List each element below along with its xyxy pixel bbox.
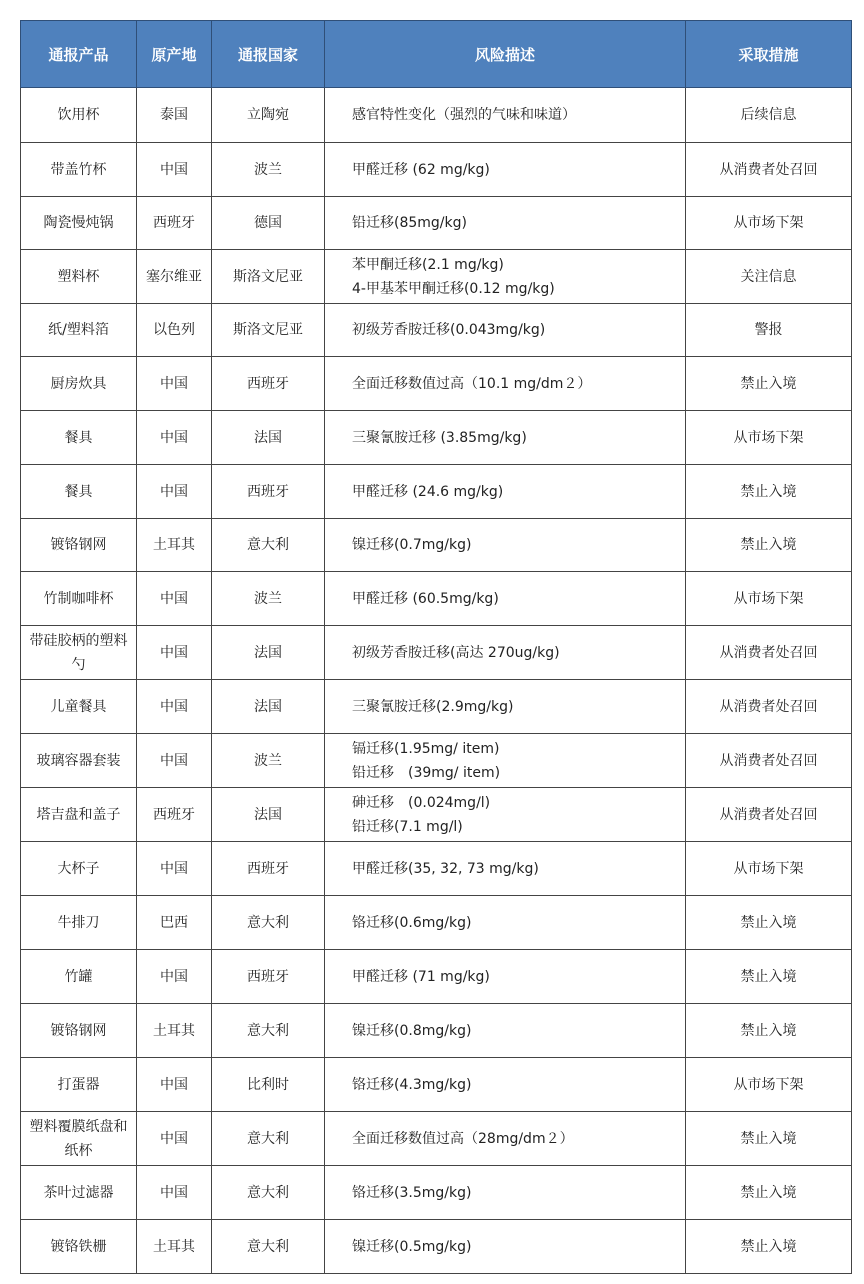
cell-origin: 土耳其 (137, 519, 212, 572)
cell-action: 禁止入境 (686, 1004, 852, 1058)
risk-line: 三聚氰胺迁移 (3.85mg/kg) (352, 429, 527, 446)
cell-origin: 中国 (137, 842, 212, 896)
header-origin: 原产地 (137, 21, 212, 88)
cell-product: 竹罐 (21, 950, 137, 1004)
cell-risk (325, 788, 686, 842)
cell-country: 意大利 (212, 1004, 325, 1058)
table-body (21, 88, 852, 1274)
cell-country: 比利时 (212, 1058, 325, 1112)
cell-action: 后续信息 (686, 88, 852, 143)
cell-risk (325, 734, 686, 788)
cell-origin: 中国 (137, 357, 212, 411)
cell-country: 意大利 (212, 1166, 325, 1220)
cell-origin: 以色列 (137, 304, 212, 357)
table-row (21, 842, 852, 896)
table-row (21, 304, 852, 357)
risk-line: 铬迁移(0.6mg/kg) (352, 914, 472, 931)
cell-risk (325, 88, 686, 143)
cell-origin: 中国 (137, 1166, 212, 1220)
table-row (21, 788, 852, 842)
cell-risk (325, 1004, 686, 1058)
table-row (21, 950, 852, 1004)
risk-line: 铅迁移(7.1 mg/l) (352, 818, 463, 835)
cell-country: 波兰 (212, 143, 325, 197)
risk-line: 甲醛迁移 (60.5mg/kg) (352, 590, 499, 607)
cell-risk (325, 1220, 686, 1274)
cell-action: 从消费者处召回 (686, 143, 852, 197)
table-row (21, 197, 852, 250)
cell-action: 禁止入境 (686, 519, 852, 572)
cell-risk (325, 357, 686, 411)
cell-product: 镀铬钢网 (21, 519, 137, 572)
cell-country: 波兰 (212, 572, 325, 626)
cell-product: 玻璃容器套装 (21, 734, 137, 788)
cell-product: 茶叶过滤器 (21, 1166, 137, 1220)
cell-product: 餐具 (21, 465, 137, 519)
table-row (21, 680, 852, 734)
cell-risk (325, 680, 686, 734)
risk-line: 铅迁移(85mg/kg) (352, 215, 467, 231)
cell-action: 从市场下架 (686, 197, 852, 250)
cell-origin: 中国 (137, 734, 212, 788)
cell-country: 意大利 (212, 1112, 325, 1166)
cell-risk (325, 465, 686, 519)
risk-line: 全面迁移数值过高（10.1 mg/dm２） (352, 375, 592, 392)
cell-risk (325, 1112, 686, 1166)
risk-line: 4-甲基苯甲酮迁移(0.12 mg/kg) (352, 280, 555, 297)
cell-country: 法国 (212, 788, 325, 842)
cell-action: 警报 (686, 304, 852, 357)
cell-origin: 中国 (137, 1058, 212, 1112)
cell-origin: 土耳其 (137, 1004, 212, 1058)
cell-product: 纸/塑料箔 (21, 304, 137, 357)
cell-product: 塑料覆膜纸盘和纸杯 (21, 1112, 137, 1166)
cell-origin: 中国 (137, 411, 212, 465)
header-row (21, 21, 852, 88)
risk-line: 铬迁移(4.3mg/kg) (352, 1076, 472, 1093)
risk-line: 甲醛迁移 (24.6 mg/kg) (352, 483, 504, 500)
cell-origin: 土耳其 (137, 1220, 212, 1274)
table-row (21, 1004, 852, 1058)
table-row (21, 1220, 852, 1274)
table-row (21, 734, 852, 788)
cell-country: 法国 (212, 626, 325, 680)
cell-product: 竹制咖啡杯 (21, 572, 137, 626)
cell-risk (325, 896, 686, 950)
cell-product: 镀铬铁栅 (21, 1220, 137, 1274)
cell-product: 塑料杯 (21, 250, 137, 304)
cell-product: 带硅胶柄的塑料勺 (21, 626, 137, 680)
table-row (21, 411, 852, 465)
cell-risk (325, 572, 686, 626)
cell-origin: 塞尔维亚 (137, 250, 212, 304)
cell-action: 禁止入境 (686, 1112, 852, 1166)
cell-risk (325, 842, 686, 896)
risk-line: 镍迁移(0.7mg/kg) (352, 537, 472, 553)
cell-risk (325, 950, 686, 1004)
cell-action: 禁止入境 (686, 896, 852, 950)
table-row (21, 1112, 852, 1166)
risk-line: 甲醛迁移 (62 mg/kg) (352, 161, 490, 178)
notification-table (20, 20, 852, 1274)
cell-country: 意大利 (212, 519, 325, 572)
header-product: 通报产品 (21, 21, 137, 88)
cell-product: 饮用杯 (21, 88, 137, 143)
cell-origin: 泰国 (137, 88, 212, 143)
cell-action: 从消费者处召回 (686, 788, 852, 842)
cell-risk (325, 1058, 686, 1112)
cell-action: 禁止入境 (686, 950, 852, 1004)
risk-line: 甲醛迁移 (71 mg/kg) (352, 968, 490, 985)
cell-product: 带盖竹杯 (21, 143, 137, 197)
cell-risk (325, 411, 686, 465)
cell-country: 斯洛文尼亚 (212, 250, 325, 304)
cell-country: 西班牙 (212, 465, 325, 519)
cell-origin: 中国 (137, 626, 212, 680)
cell-origin: 中国 (137, 572, 212, 626)
cell-country: 斯洛文尼亚 (212, 304, 325, 357)
header-action: 采取措施 (686, 21, 852, 88)
cell-origin: 中国 (137, 680, 212, 734)
cell-action: 禁止入境 (686, 357, 852, 411)
cell-country: 西班牙 (212, 842, 325, 896)
risk-line: 镍迁移(0.5mg/kg) (352, 1238, 472, 1255)
cell-risk (325, 143, 686, 197)
cell-origin: 中国 (137, 465, 212, 519)
cell-origin: 中国 (137, 1112, 212, 1166)
cell-risk (325, 197, 686, 250)
cell-action: 从市场下架 (686, 411, 852, 465)
cell-risk (325, 626, 686, 680)
notification-table-wrapper (20, 20, 851, 1274)
cell-action: 关注信息 (686, 250, 852, 304)
cell-action: 从消费者处召回 (686, 734, 852, 788)
table-row (21, 143, 852, 197)
cell-country: 法国 (212, 680, 325, 734)
cell-product: 塔吉盘和盖子 (21, 788, 137, 842)
risk-line: 感官特性变化（强烈的气味和味道） (352, 107, 576, 123)
cell-action: 禁止入境 (686, 1166, 852, 1220)
cell-country: 西班牙 (212, 357, 325, 411)
cell-product: 大杯子 (21, 842, 137, 896)
cell-product: 镀铬钢网 (21, 1004, 137, 1058)
cell-country: 法国 (212, 411, 325, 465)
cell-origin: 中国 (137, 950, 212, 1004)
cell-product: 陶瓷慢炖锅 (21, 197, 137, 250)
risk-line: 铬迁移(3.5mg/kg) (352, 1184, 472, 1201)
cell-risk (325, 250, 686, 304)
table-header (21, 21, 852, 88)
table-row (21, 357, 852, 411)
risk-line: 初级芳香胺迁移(0.043mg/kg) (352, 322, 546, 338)
risk-line: 三聚氰胺迁移(2.9mg/kg) (352, 698, 514, 715)
cell-risk (325, 519, 686, 572)
cell-country: 意大利 (212, 896, 325, 950)
cell-action: 从消费者处召回 (686, 680, 852, 734)
risk-line: 砷迁移 (0.024mg/l) (352, 794, 491, 811)
table-row (21, 88, 852, 143)
cell-origin: 巴西 (137, 896, 212, 950)
risk-line: 镍迁移(0.8mg/kg) (352, 1022, 472, 1039)
cell-risk (325, 1166, 686, 1220)
cell-risk (325, 304, 686, 357)
risk-line: 甲醛迁移(35, 32, 73 mg/kg) (352, 860, 539, 877)
cell-country: 立陶宛 (212, 88, 325, 143)
risk-line: 初级芳香胺迁移(高达 270ug/kg) (352, 644, 560, 661)
cell-action: 禁止入境 (686, 1220, 852, 1274)
table-row (21, 572, 852, 626)
cell-country: 西班牙 (212, 950, 325, 1004)
cell-action: 从消费者处召回 (686, 626, 852, 680)
cell-product: 牛排刀 (21, 896, 137, 950)
table-row (21, 1166, 852, 1220)
cell-product: 儿童餐具 (21, 680, 137, 734)
table-row (21, 626, 852, 680)
table-row (21, 1058, 852, 1112)
table-row (21, 465, 852, 519)
table-row (21, 896, 852, 950)
header-risk: 风险描述 (325, 21, 686, 88)
cell-origin: 西班牙 (137, 788, 212, 842)
cell-country: 德国 (212, 197, 325, 250)
cell-country: 波兰 (212, 734, 325, 788)
cell-product: 餐具 (21, 411, 137, 465)
table-row (21, 519, 852, 572)
cell-action: 禁止入境 (686, 465, 852, 519)
cell-action: 从市场下架 (686, 572, 852, 626)
cell-action: 从市场下架 (686, 1058, 852, 1112)
cell-product: 打蛋器 (21, 1058, 137, 1112)
cell-country: 意大利 (212, 1220, 325, 1274)
header-country: 通报国家 (212, 21, 325, 88)
risk-line: 全面迁移数值过高（28mg/dm２） (352, 1130, 574, 1147)
cell-action: 从市场下架 (686, 842, 852, 896)
cell-origin: 中国 (137, 143, 212, 197)
cell-product: 厨房炊具 (21, 357, 137, 411)
cell-origin: 西班牙 (137, 197, 212, 250)
risk-line: 铅迁移 (39mg/ item) (352, 764, 501, 781)
risk-line: 苯甲酮迁移(2.1 mg/kg) (352, 256, 504, 273)
risk-line: 镉迁移(1.95mg/ item) (352, 740, 500, 757)
table-row (21, 250, 852, 304)
